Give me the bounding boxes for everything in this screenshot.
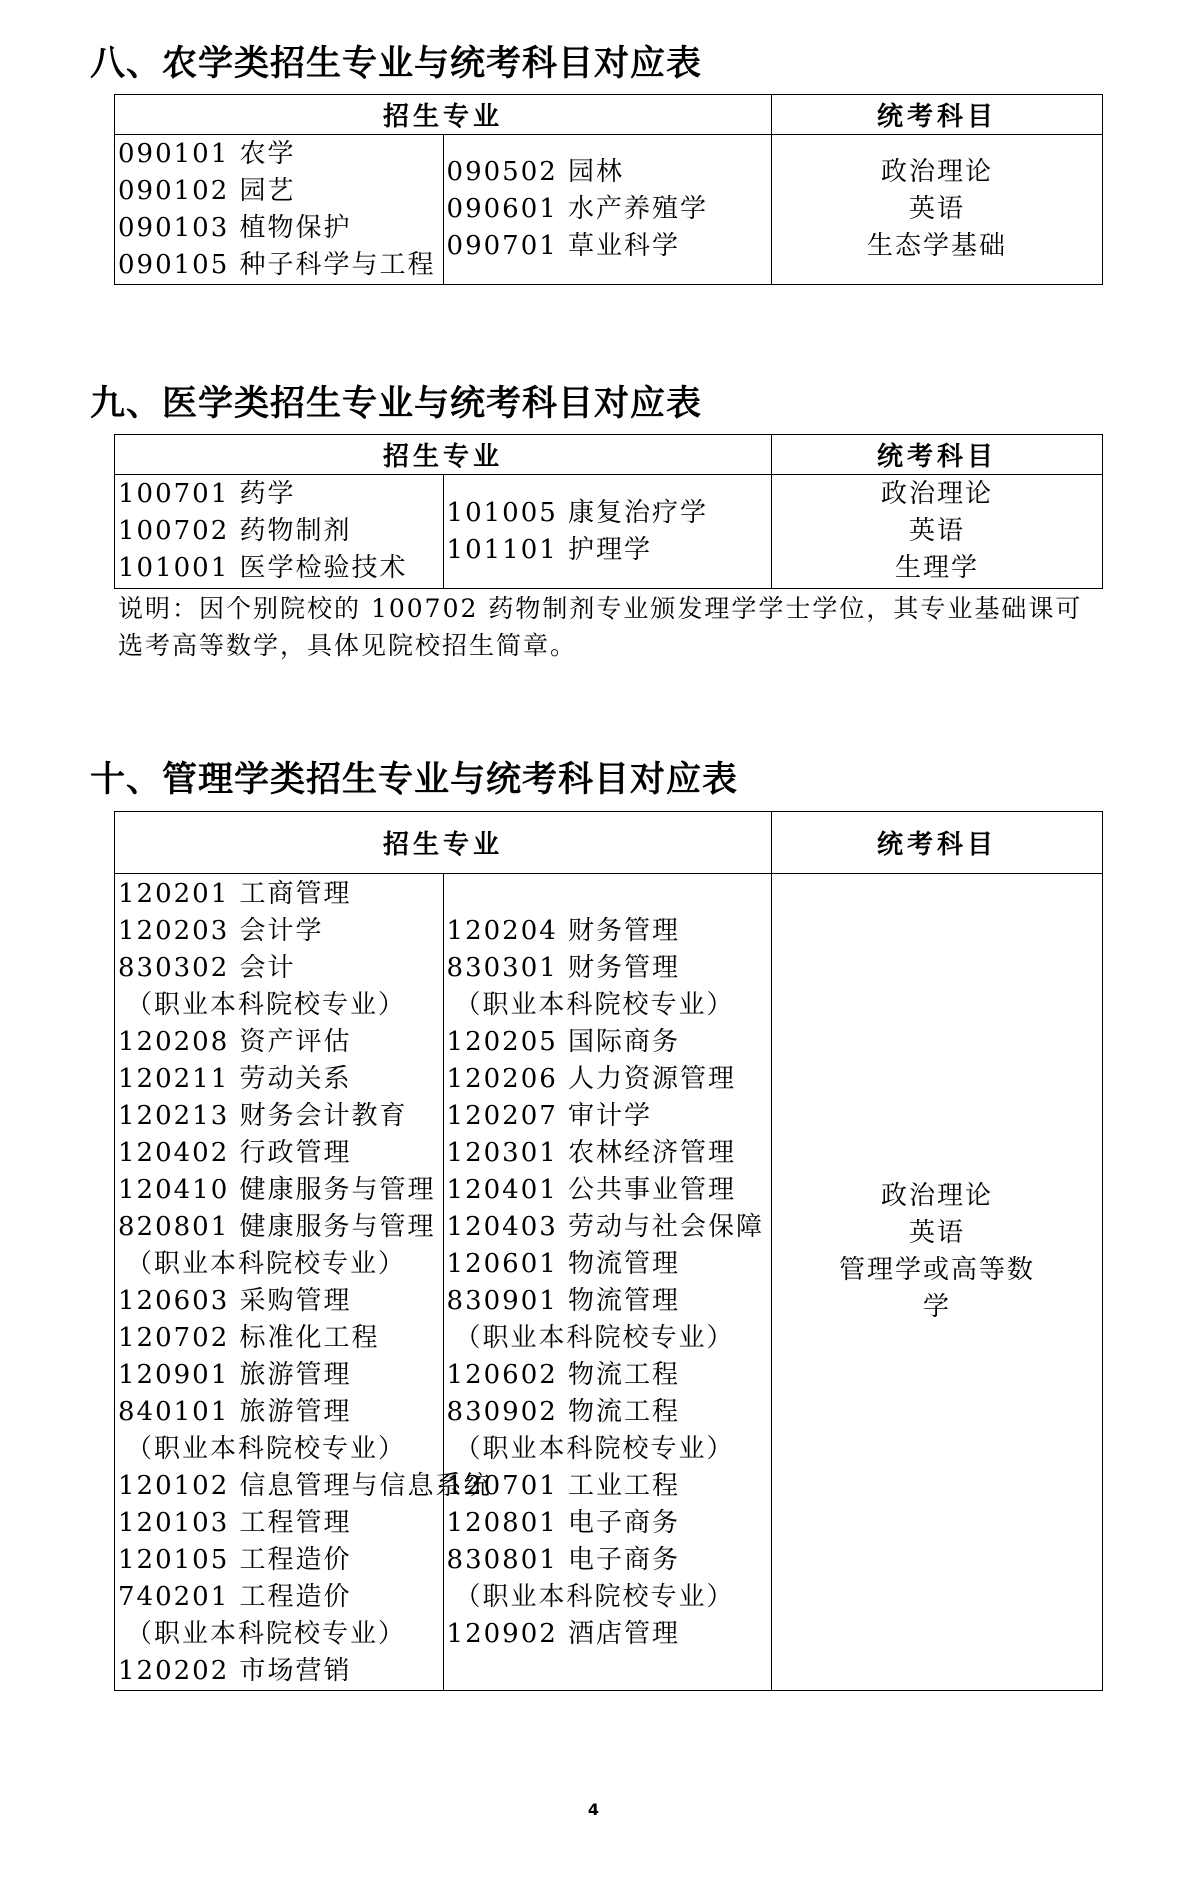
major-item: 120211 劳动关系 (118, 1064, 352, 1094)
major-item: 830302 会计 (118, 953, 296, 983)
major-item: 100701 药学 (118, 479, 296, 509)
major-item: 101001 医学检验技术 (118, 553, 408, 583)
header-major: 招生专业 (115, 95, 772, 135)
major-list-right (443, 135, 772, 285)
major-item: 090105 种子科学与工程 (118, 249, 436, 280)
major-item: 830902 物流工程 (446, 1397, 681, 1427)
major-item: 120401 公共事业管理 (446, 1175, 737, 1205)
section9-note-line2: 选考高等数学，具体见院校招生简章。 (118, 631, 578, 660)
major-item: 120602 物流工程 (446, 1360, 681, 1390)
major-item: 101101 护理学 (446, 534, 653, 565)
subject-list (772, 874, 1103, 1691)
header-major: 招生专业 (115, 435, 772, 475)
section10-table (114, 811, 1103, 1691)
major-item: 120203 会计学 (118, 916, 324, 946)
major-item: 100702 药物制剂 (118, 516, 352, 546)
subject-item: 管理学或高等数 (839, 1255, 1036, 1285)
subject-item: 政治理论 (881, 479, 994, 509)
major-item-note: （职业本科院校专业） (126, 1249, 407, 1279)
major-item: 090103 植物保护 (118, 212, 352, 243)
major-item: 120601 物流管理 (446, 1249, 681, 1279)
major-list-right (443, 874, 772, 1691)
header-subject: 统考科目 (772, 95, 1103, 135)
subject-item: 学 (923, 1292, 952, 1322)
subject-item: 生态学基础 (867, 231, 1008, 261)
major-item: 820801 健康服务与管理 (118, 1212, 436, 1242)
major-list-left (115, 874, 492, 1691)
major-item: 120410 健康服务与管理 (118, 1175, 436, 1205)
major-item: 120213 财务会计教育 (118, 1101, 408, 1131)
major-item: 120206 人力资源管理 (446, 1064, 737, 1094)
major-item: 120402 行政管理 (118, 1138, 352, 1168)
major-item: 120208 资产评估 (118, 1027, 352, 1057)
major-item: 840101 旅游管理 (118, 1397, 352, 1427)
major-item: 830801 电子商务 (446, 1545, 681, 1575)
major-item-note: （职业本科院校专业） (454, 1434, 735, 1464)
major-item: 120105 工程造价 (118, 1545, 352, 1575)
major-item: 120701 工业工程 (446, 1471, 681, 1501)
header-subject: 统考科目 (772, 435, 1103, 475)
section9-table (114, 434, 1103, 589)
subject-list (772, 135, 1103, 285)
major-item: 830301 财务管理 (446, 953, 681, 983)
major-item: 090502 园林 (446, 157, 625, 187)
subject-list (772, 475, 1103, 589)
section9-note-line1: 说明：因个别院校的 100702 药物制剂专业颁发理学学士学位，其专业基础课可 (118, 594, 1083, 623)
section8-heading: 八、农学类招生专业与统考科目对应表 (90, 44, 703, 84)
major-item: 090101 农学 (118, 138, 296, 169)
major-item: 120205 国际商务 (446, 1027, 681, 1057)
major-item: 830901 物流管理 (446, 1286, 681, 1316)
major-item-note: （职业本科院校专业） (126, 990, 407, 1020)
major-item: 120103 工程管理 (118, 1508, 352, 1538)
major-item: 120801 电子商务 (446, 1508, 681, 1538)
major-item: 101005 康复治疗学 (446, 497, 709, 528)
subject-item: 生理学 (895, 553, 980, 583)
major-item: 120202 市场营销 (118, 1656, 352, 1686)
subject-item: 英语 (909, 194, 966, 224)
major-item: 120301 农林经济管理 (446, 1138, 737, 1168)
major-item-note: （职业本科院校专业） (454, 990, 735, 1020)
major-list-right (443, 475, 772, 589)
major-list-left (115, 475, 444, 589)
subject-item: 政治理论 (881, 1181, 994, 1211)
section9-heading: 九、医学类招生专业与统考科目对应表 (90, 384, 703, 424)
major-item-note: （职业本科院校专业） (454, 1323, 735, 1353)
major-item: 120207 审计学 (446, 1101, 653, 1131)
major-item: 120102 信息管理与信息系统 (118, 1471, 492, 1501)
major-item: 090102 园艺 (118, 175, 296, 206)
subject-item: 政治理论 (881, 157, 994, 187)
major-item: 120403 劳动与社会保障 (446, 1212, 765, 1242)
major-item-note: （职业本科院校专业） (454, 1582, 735, 1612)
major-list-left (115, 135, 444, 285)
subject-item: 英语 (909, 516, 966, 546)
major-item: 120901 旅游管理 (118, 1360, 352, 1390)
subject-item: 英语 (909, 1218, 966, 1248)
section10-heading: 十、管理学类招生专业与统考科目对应表 (90, 760, 739, 800)
header-major: 招生专业 (115, 812, 772, 874)
major-item: 120902 酒店管理 (446, 1619, 681, 1649)
major-item: 120702 标准化工程 (118, 1323, 380, 1353)
major-item: 120603 采购管理 (118, 1286, 352, 1316)
major-item: 740201 工程造价 (118, 1582, 352, 1612)
major-item-note: （职业本科院校专业） (126, 1619, 407, 1649)
major-item-note: （职业本科院校专业） (126, 1434, 407, 1464)
section8-table (114, 94, 1103, 285)
major-item: 120204 财务管理 (446, 916, 681, 946)
major-item: 090701 草业科学 (446, 231, 681, 261)
major-item: 090601 水产养殖学 (446, 194, 709, 224)
page-number: 4 (587, 1800, 600, 1819)
header-subject: 统考科目 (772, 812, 1103, 874)
major-item: 120201 工商管理 (118, 879, 352, 909)
